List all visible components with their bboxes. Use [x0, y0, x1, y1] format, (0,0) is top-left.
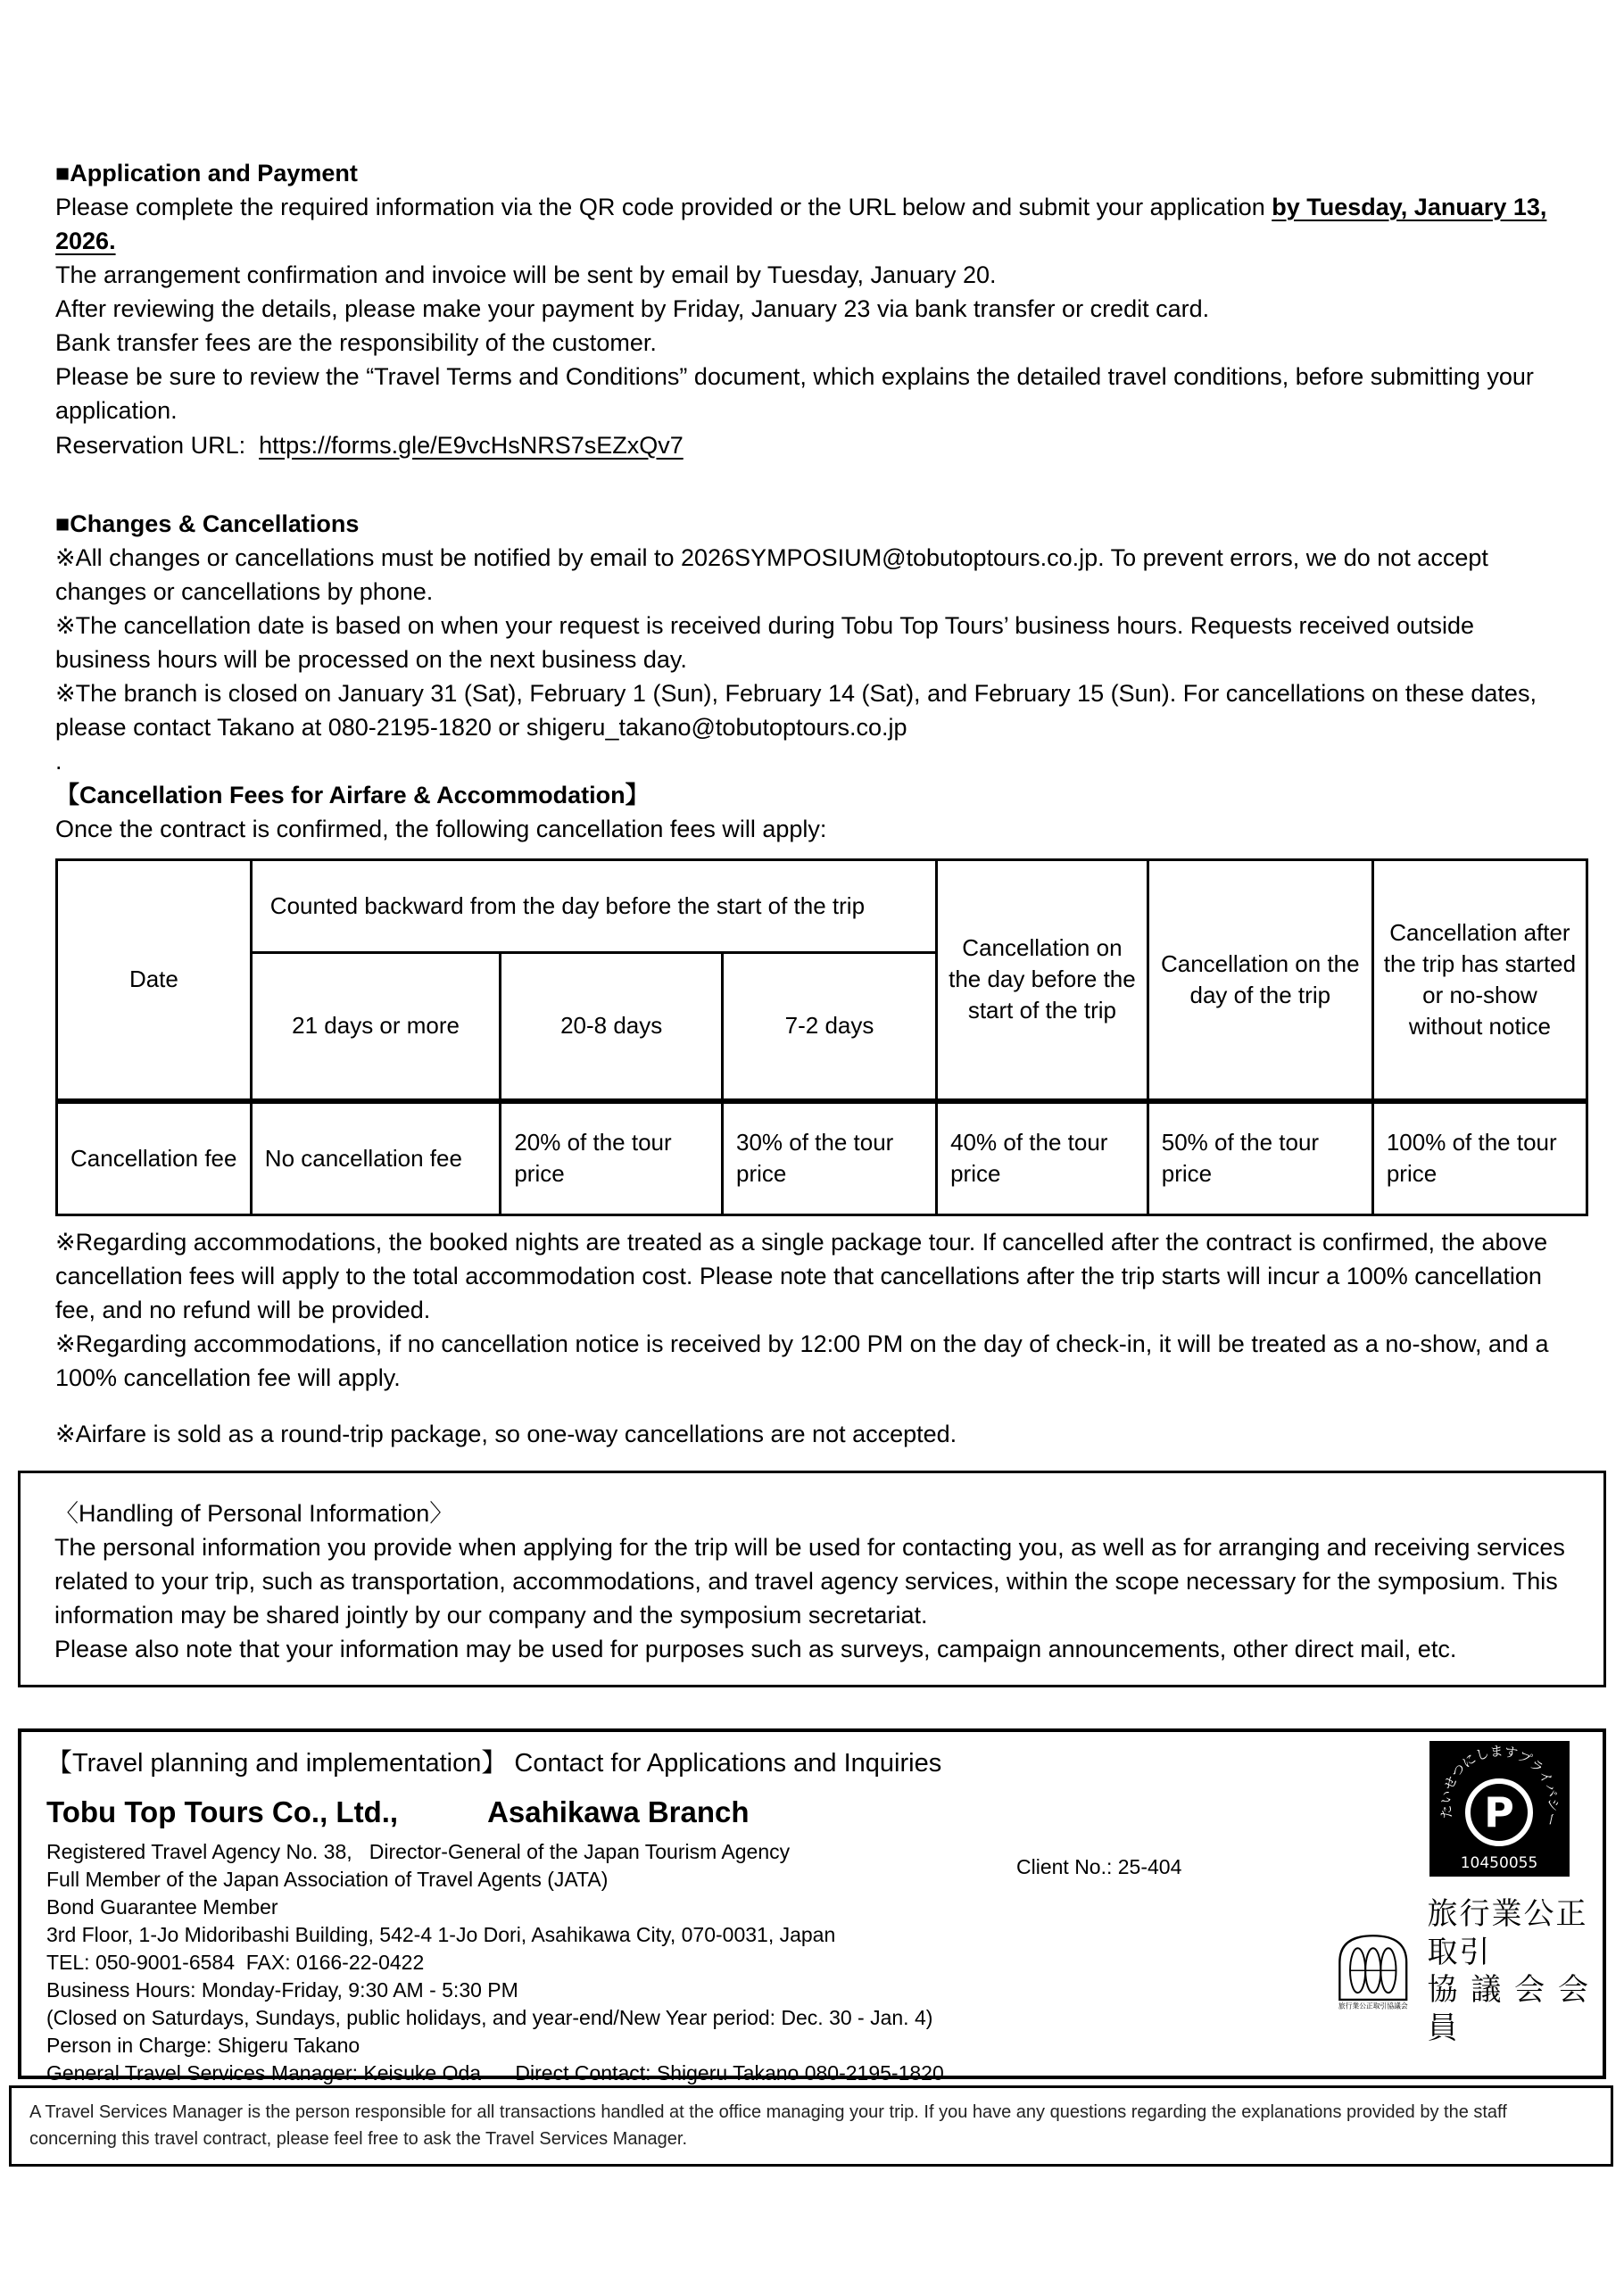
orphan-period: .	[55, 748, 62, 775]
fees-note-2: ※Regarding accommodations, if no cancellation notice is received by 12:00 PM on the day of check-in, it will be treated as a no-show, and a 100% cancellation fee will apply.	[55, 1330, 1549, 1392]
privacy-mark-arc-text: たいせつにしますプライバシー	[1438, 1743, 1562, 1828]
table-cell-7-2-days: 30% of the tour price	[723, 1101, 937, 1215]
contact-line-manager: General Travel Services Manager: Keisuke Oda Direct Contact: Shigeru Takano 080-2195-1820	[46, 2061, 944, 2085]
changes-paragraph-3: ※The branch is closed on January 31 (Sat), February 1 (Sun), February 14 (Sat), and February 15 (Sun). For cancellations on these dates, please contact Takano at 080-2195-1820 or shigeru_takano@tobutoptours.co.jp	[55, 679, 1537, 741]
company-name: Tobu Top Tours Co., Ltd.,	[46, 1795, 399, 1829]
fees-note-3: ※Airfare is sold as a round-trip package, so one-way cancellations are not accepted.	[55, 1420, 957, 1447]
application-deadline: by Tuesday, January 13, 2026.	[55, 194, 1547, 255]
application-heading: ■Application and Payment	[55, 160, 358, 186]
footer-notice-box	[9, 2085, 1613, 2167]
application-paragraph-1	[55, 190, 1572, 258]
application-line-5: Please be sure to review the “Travel Terms and Conditions” document, which explains the detailed travel conditions, before submitting your application.	[55, 363, 1534, 425]
changes-paragraph-2: ※The cancellation date is based on when your request is received during Tobu Top Tours’ business hours. Requests received outside business hours will be processed on the next business day.	[55, 611, 1475, 673]
personal-info-paragraph-2: Please also note that your information may be used for purposes such as surveys, campaign announcements, other direct mail, etc.	[54, 1636, 1457, 1663]
fees-note-1: ※Regarding accommodations, the booked nights are treated as a single package tour. If cancelled after the contract is confirmed, the above cancellation fees will apply to the total accommodation cost. Please note that cancellations after the trip starts will incur a 100% cancellation fee, and no refund will be provided.	[55, 1229, 1548, 1324]
contact-line-person-in-charge: Person in Charge: Shigeru Takano	[46, 2034, 360, 2058]
privacy-mark-letter: P	[1484, 1788, 1514, 1836]
contact-line-tel-fax: TEL: 050-9001-6584 FAX: 0166-22-0422	[46, 1951, 425, 1975]
personal-info-paragraph-1: The personal information you provide when applying for the trip will be used for contacting you, as well as for arranging and receiving services related to your trip, such as transportation, accommodations, and travel agency services, within the scope necessary for the symposium. This information may be shared jointly by our company and the symposium secretariat.	[54, 1534, 1565, 1629]
reservation-row	[55, 428, 1572, 462]
footer-notice-text: A Travel Services Manager is the person responsible for all transactions handled at the office managing your trip. If you have any questions regarding the explanations provided by the staff concerning this travel contract, please feel free to ask the Travel Services Manager.	[29, 2102, 1507, 2149]
table-cell-day-of: 50% of the tour price	[1148, 1101, 1372, 1215]
table-header-day-of: Cancellation on the day of the trip	[1148, 860, 1372, 1101]
table-header-counted-backward: Counted backward from the day before the start of the trip	[251, 860, 936, 953]
jata-emblem-caption: 旅行業公正取引協議会	[1338, 2002, 1408, 2010]
table-subheader-7-2-days: 7-2 days	[723, 953, 937, 1101]
personal-info-heading: 〈Handling of Personal Information〉	[54, 1500, 454, 1527]
application-line-3: After reviewing the details, please make your payment by Friday, January 23 via bank transfer or credit card.	[55, 295, 1210, 323]
contact-line-hours: Business Hours: Monday-Friday, 9:30 AM - 5:30 PM	[46, 1978, 518, 2002]
cancellation-fees-table	[55, 858, 1588, 1216]
jata-text-line-1: 旅行業公正取引	[1427, 1896, 1588, 1970]
application-p1-text: Please complete the required information via the QR code provided or the URL below and submit your application	[55, 194, 1272, 221]
fees-intro: Once the contract is confirmed, the following cancellation fees will apply:	[55, 816, 827, 843]
contact-box	[18, 1728, 1606, 2085]
table-subheader-21-days: 21 days or more	[251, 953, 501, 1101]
table-row	[57, 1101, 1587, 1215]
jata-text	[1428, 1895, 1603, 2047]
spacer	[55, 462, 1572, 507]
jata-mark	[1331, 1895, 1603, 2047]
contact-heading: 【Travel planning and implementation】 Contact for Applications and Inquiries	[46, 1749, 942, 1778]
personal-info-box	[18, 1471, 1606, 1687]
client-number: Client No.: 25-404	[1016, 1855, 1182, 1878]
branch-name: Asahikawa Branch	[487, 1795, 750, 1829]
spacer	[55, 1396, 1572, 1417]
application-line-4: Bank transfer fees are the responsibility of the customer.	[55, 329, 657, 357]
main-content	[55, 156, 1577, 1451]
contact-line-jata-member: Full Member of the Japan Association of Travel Agents (JATA)	[46, 1868, 609, 1892]
jata-text-line-2: 協 議 会 会 員	[1427, 1972, 1590, 2046]
table-header-day-before: Cancellation on the day before the start of the trip	[937, 860, 1148, 1101]
contact-line-registration: Registered Travel Agency No. 38, Director-General of the Japan Tourism Agency	[46, 1840, 791, 1864]
application-line-2: The arrangement confirmation and invoice will be sent by email by Tuesday, January 20.	[55, 261, 997, 289]
table-header-after-start: Cancellation after the trip has started or no-show without notice	[1372, 860, 1587, 1101]
contact-line-bond: Bond Guarantee Member	[46, 1895, 278, 1919]
fees-heading: 【Cancellation Fees for Airfare & Accommodation】	[55, 782, 650, 809]
privacy-mark-number: 10450055	[1460, 1854, 1538, 1872]
table-cell-20-8-days: 20% of the tour price	[501, 1101, 723, 1215]
privacy-mark-icon	[1429, 1741, 1570, 1877]
table-cell-21-days: No cancellation fee	[251, 1101, 501, 1215]
table-subheader-20-8-days: 20-8 days	[501, 953, 723, 1101]
changes-heading: ■Changes & Cancellations	[55, 510, 360, 537]
contact-line-closed: (Closed on Saturdays, Sundays, public holidays, and year-end/New Year period: Dec. 30 - Jan. 4)	[46, 2006, 933, 2030]
reservation-url-link[interactable]: https://forms.gle/E9vcHsNRS7sEZxQv7	[259, 431, 684, 459]
table-row-label: Cancellation fee	[57, 1101, 252, 1215]
table-header-date: Date	[57, 860, 252, 1101]
fees-notes	[55, 1225, 1572, 1450]
contact-line-address: 3rd Floor, 1-Jo Midoribashi Building, 542-4 1-Jo Dori, Asahikawa City, 070-0031, Japan	[46, 1923, 836, 1947]
company-row	[46, 1795, 1578, 1829]
jata-emblem-icon	[1331, 1919, 1415, 2024]
reservation-label: Reservation URL:	[55, 431, 260, 459]
changes-paragraph-1: ※All changes or cancellations must be notified by email to 2026SYMPOSIUM@tobutoptours.co.jp. To prevent errors, we do not accept changes or cancellations by phone.	[55, 543, 1488, 605]
table-cell-day-before: 40% of the tour price	[937, 1101, 1148, 1215]
table-cell-after-start: 100% of the tour price	[1372, 1101, 1587, 1215]
